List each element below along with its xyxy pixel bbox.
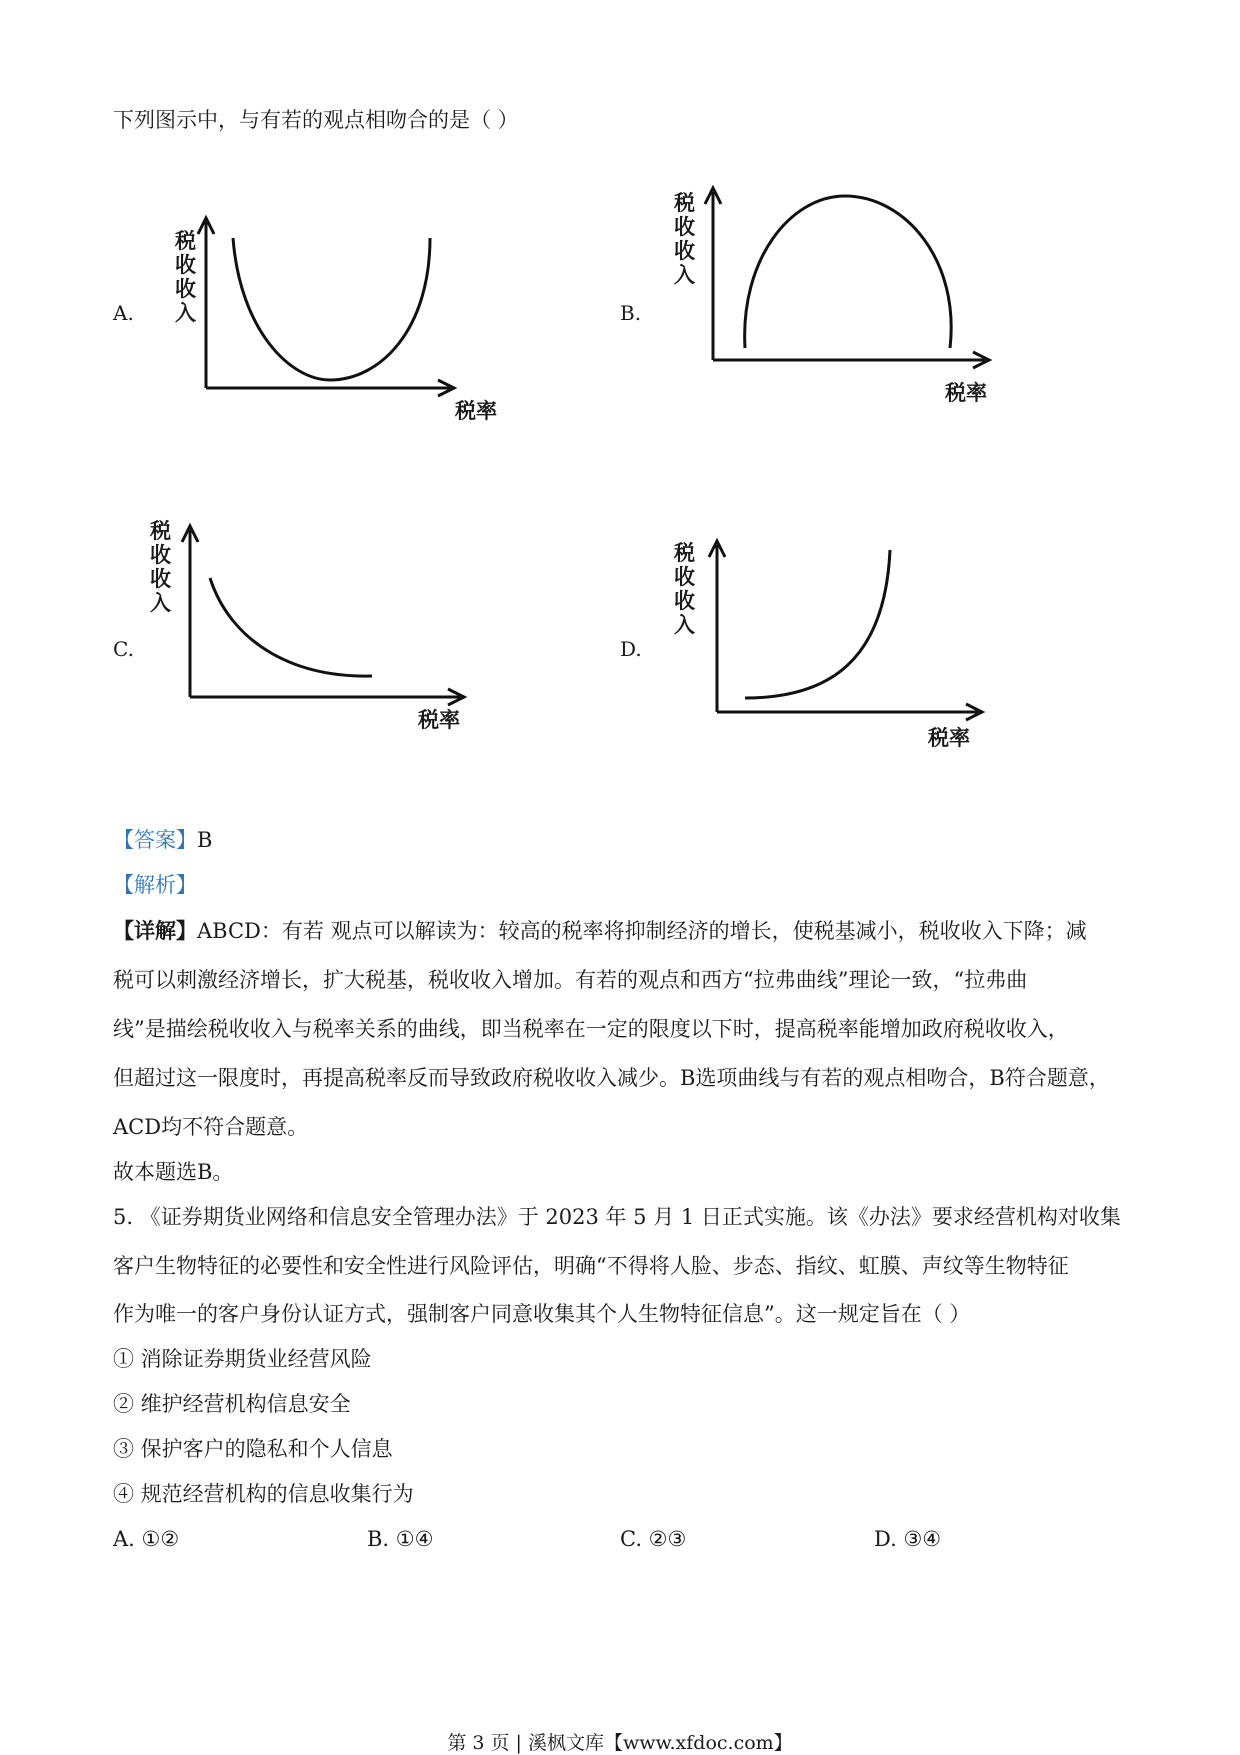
detail-text-1: ABCD：有若 观点可以解读为：较高的税率将抑制经济的增长，使税基减小，税收收入下降；减 [197, 919, 1087, 943]
graph-b-ylabel-2: 收 [674, 214, 695, 239]
graph-c-ylabel-3: 收 [150, 566, 171, 591]
graph-a-xlabel: 税率 [455, 398, 497, 423]
detail-tag: 【详解】 [113, 918, 197, 943]
graph-b-curve [745, 196, 952, 348]
detail-line-5: ACD均不符合题意。 [113, 1115, 309, 1139]
choice-d: D. ③④ [874, 1527, 942, 1551]
statement-3: ③ 保护客户的隐私和个人信息 [113, 1437, 393, 1461]
graph-d-ylabel-4: 入 [674, 612, 695, 637]
graph-b-ylabel-4: 入 [674, 262, 695, 287]
graph-d [673, 540, 982, 750]
graph-b-ylabel-1: 税 [674, 190, 695, 215]
graph-a-ylabel-4: 入 [175, 300, 196, 325]
graph-c-ylabel-1: 税 [150, 518, 171, 543]
graph-c-curve [210, 578, 372, 676]
graphs-figure [0, 0, 1240, 780]
detail-line-2: 税可以刺激经济增长，扩大税基，税收收入增加。有若的观点和西方“拉弗曲线”理论一致，“拉弗曲 [113, 968, 1028, 992]
choice-b: B. ①④ [367, 1527, 434, 1551]
graph-a-ylabel-1: 税 [175, 228, 196, 253]
graph-d-ylabel-3: 收 [674, 588, 695, 613]
statement-2: ② 维护经营机构信息安全 [113, 1392, 351, 1416]
statement-4: ④ 规范经营机构的信息收集行为 [113, 1482, 414, 1506]
page-footer: 第 3 页 | 溪枫文库【www.xfdoc.com】 [447, 1732, 793, 1754]
option-d-label: D. [620, 637, 642, 661]
question5-line-2: 客户生物特征的必要性和安全性进行风险评估，明确“不得将人脸、步态、指纹、虹膜、声纹等生物特征 [113, 1254, 1069, 1278]
graph-d-ylabel-1: 税 [674, 540, 695, 565]
question5-line-1: 5. 《证券期货业网络和信息安全管理办法》于 2023 年 5 月 1 日正式实施。该《办法》要求经营机构对收集 [113, 1205, 1121, 1229]
graph-c-ylabel-4: 入 [150, 590, 171, 615]
graph-c-xlabel: 税率 [418, 707, 460, 732]
detail-line-1 [113, 917, 1087, 945]
graph-c-ylabel-2: 收 [150, 542, 171, 567]
graph-d-curve [745, 550, 890, 698]
question-intro: 下列图示中，与有若的观点相吻合的是（ ） [113, 108, 519, 132]
graph-a [174, 218, 497, 423]
question5-line-3: 作为唯一的客户身份认证方式，强制客户同意收集其个人生物特征信息”。这一规定旨在（ ） [113, 1302, 971, 1326]
detail-conclusion: 故本题选B。 [113, 1160, 234, 1184]
analysis-tag: 【解析】 [113, 873, 197, 897]
graph-d-ylabel-2: 收 [674, 564, 695, 589]
answer-line [113, 826, 212, 854]
answer-tag: 【答案】 [113, 828, 197, 852]
statement-1: ① 消除证券期货业经营风险 [113, 1347, 372, 1371]
graph-c [149, 518, 464, 732]
graph-b [673, 188, 989, 405]
option-a-label: A. [113, 301, 134, 325]
option-c-label: C. [113, 637, 134, 661]
option-b-label: B. [620, 301, 642, 325]
choice-c: C. ②③ [620, 1527, 687, 1551]
graph-a-ylabel-2: 收 [175, 252, 196, 277]
detail-line-4: 但超过这一限度时，再提高税率反而导致政府税收收入减少。B选项曲线与有若的观点相吻合，B符合题意， [113, 1066, 1110, 1090]
choice-a: A. ①② [113, 1527, 180, 1551]
detail-line-3: 线”是描绘税收收入与税率关系的曲线，即当税率在一定的限度以下时，提高税率能增加政府税收收入， [113, 1017, 1069, 1041]
graph-a-ylabel-3: 收 [175, 276, 196, 301]
answer-value: B [197, 828, 213, 852]
graph-a-curve [233, 238, 430, 380]
graph-b-xlabel: 税率 [945, 380, 987, 405]
graph-b-ylabel-3: 收 [674, 238, 695, 263]
graph-d-xlabel: 税率 [928, 725, 970, 750]
